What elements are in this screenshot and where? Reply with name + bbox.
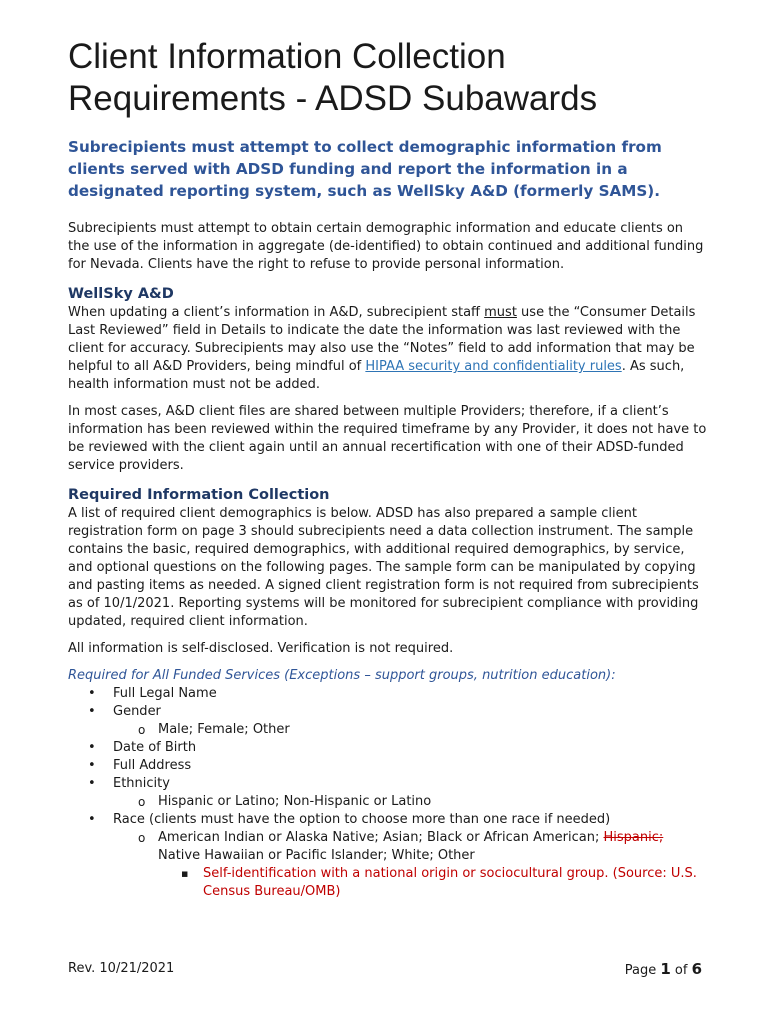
race-note-sublist xyxy=(158,865,708,901)
required-services-label: Required for All Funded Services (Exceptions – support groups, nutrition education): xyxy=(68,668,616,683)
required-list xyxy=(68,685,708,901)
current-page: 1 xyxy=(660,960,671,978)
item-text: Race (clients must have the option to choose more than one race if needed) xyxy=(113,812,611,827)
revision-date: Rev. 10/21/2021 xyxy=(68,961,175,976)
ethnicity-sublist xyxy=(113,793,708,811)
ethnicity-options: o Hispanic or Latino; Non-Hispanic or Latino xyxy=(68,793,708,811)
item-text: Full Address xyxy=(113,758,192,773)
race-options-b: Native Hawaiian or Pacific Islander; White; Other xyxy=(158,848,475,863)
list-item-address xyxy=(68,757,708,775)
must-emphasis: must xyxy=(484,305,517,320)
document-title xyxy=(68,36,708,120)
wellsky-p1-text-c: . As such, health information must not be added. xyxy=(68,359,685,392)
page-word: Page xyxy=(624,963,661,978)
list-item-race xyxy=(68,811,708,901)
list-item-ethnicity xyxy=(68,775,708,811)
hipaa-link[interactable]: HIPAA security and confidentiality rules xyxy=(365,359,622,374)
race-options-a: American Indian or Alaska Native; Asian; Black or African American; xyxy=(158,830,604,845)
gender-sublist xyxy=(113,721,708,739)
item-text: Date of Birth xyxy=(113,740,197,755)
wellsky-p1-text-b: use the “Consumer Details Last Reviewed” field in Details to indicate the date the information was last reviewed with the client for accuracy. Subrecipients may also use the “Notes” field to add information that may be helpful to all A&D Providers, being mindful of xyxy=(68,305,696,374)
document-page xyxy=(68,36,708,901)
required-heading: Required Information Collection xyxy=(68,487,330,503)
struck-hispanic: Hispanic; xyxy=(603,830,664,845)
total-pages: 6 xyxy=(691,960,702,978)
race-options xyxy=(68,829,708,901)
list-item-gender xyxy=(68,703,708,739)
wellsky-paragraph-2: In most cases, A&D client files are shared between multiple Providers; therefore, if a client’s information has been reviewed within the required timeframe by any Provider, it does not have to be reviewed with the client again until an annual recertification with one of their ADSD-funded service providers. xyxy=(68,404,707,473)
required-paragraph-1: A list of required client demographics is below. ADSD has also prepared a sample client registration form on page 3 should subrecipients need a data collection instrument. The sample contains the basic, required demographics, with additional required demographics, by service, and optional questions on the following pages. The sample form can be manipulated by copying and pasting items as needed. A signed client registration form is not required from subrecipients as of 10/1/2021. Reporting systems will be monitored for subrecipient compliance with providing updated, required client information. xyxy=(68,506,699,629)
list-item-dob xyxy=(68,739,708,757)
race-sublist xyxy=(113,829,708,901)
gender-options: o Male; Female; Other xyxy=(68,721,708,739)
title-line-2: Requirements - ADSD Subawards xyxy=(68,79,598,118)
item-text: Gender xyxy=(113,704,161,719)
wellsky-heading: WellSky A&D xyxy=(68,286,174,302)
wellsky-p1-text-a: When updating a client’s information in A&D, subrecipient staff xyxy=(68,305,485,320)
wellsky-paragraph-1 xyxy=(68,304,708,394)
title-line-1: Client Information Collection xyxy=(68,37,506,76)
required-paragraph-2: All information is self-disclosed. Verification is not required. xyxy=(68,641,454,656)
page-number xyxy=(625,959,702,981)
subtitle: Subrecipients must attempt to collect demographic information from clients served with ADSD funding and report the information in a designated reporting system, such as WellSky A&D (formerly SAMS). xyxy=(68,138,662,200)
of-word: of xyxy=(670,963,692,978)
race-note: ▪ Self-identification with a national origin or sociocultural group. (Source: U.S. Census Bureau/OMB) xyxy=(68,865,708,901)
list-item-name xyxy=(68,685,708,703)
item-text: Ethnicity xyxy=(113,776,170,791)
page-footer xyxy=(68,959,702,981)
intro-paragraph: Subrecipients must attempt to obtain certain demographic information and educate clients on the use of the information in aggregate (de-identified) to obtain continued and additional funding for Nevada. Clients have the right to refuse to provide personal information. xyxy=(68,221,704,272)
item-text: Full Legal Name xyxy=(113,686,217,701)
